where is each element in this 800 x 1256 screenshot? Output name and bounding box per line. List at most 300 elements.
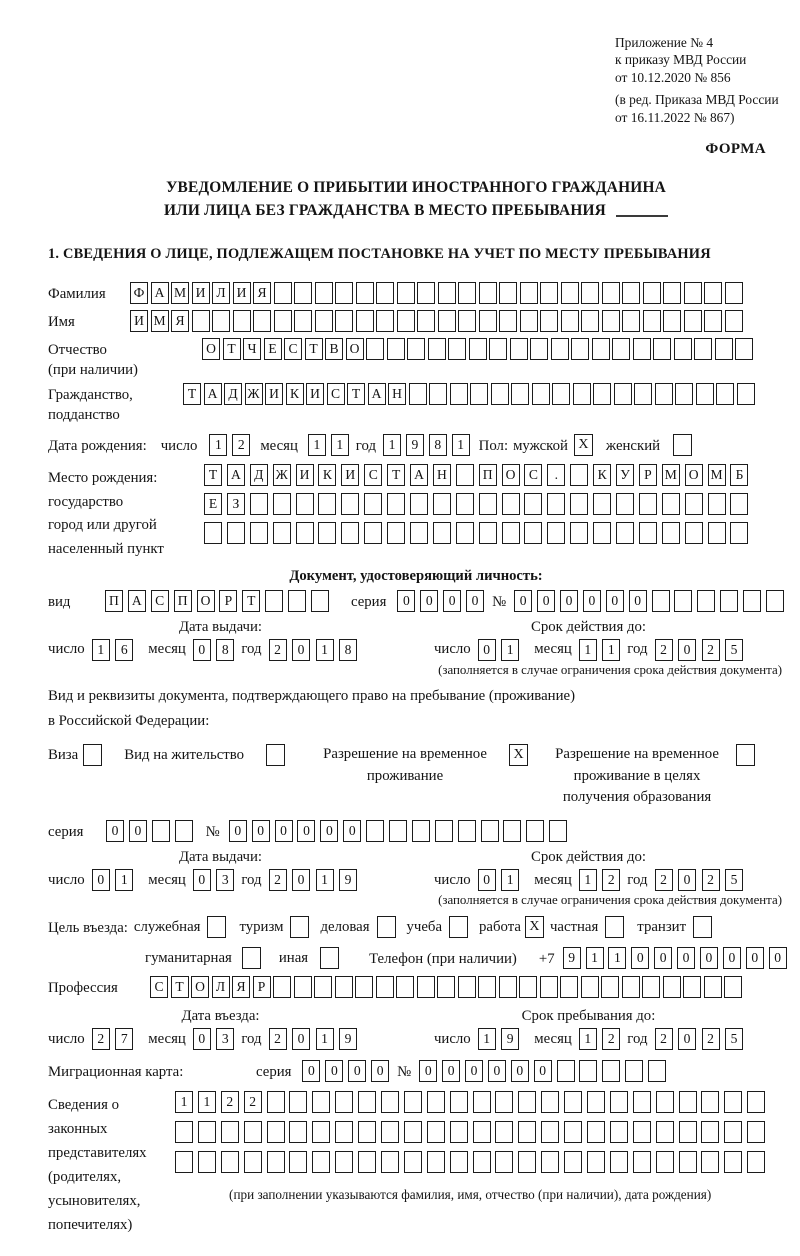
char-cell[interactable]: И: [130, 310, 148, 332]
char-cell[interactable]: [265, 590, 283, 612]
char-cell[interactable]: 0: [443, 590, 461, 612]
char-cell[interactable]: [376, 310, 394, 332]
char-cell[interactable]: 0: [678, 1028, 696, 1050]
char-cell[interactable]: П: [174, 590, 192, 612]
char-cell[interactable]: [518, 1121, 536, 1143]
char-cell[interactable]: 3: [216, 1028, 234, 1050]
char-cell[interactable]: Б: [730, 464, 748, 486]
char-cell[interactable]: [335, 1091, 353, 1113]
char-cell[interactable]: А: [151, 282, 169, 304]
char-cell[interactable]: 0: [302, 1060, 320, 1082]
char-cell[interactable]: [518, 1151, 536, 1173]
char-cell[interactable]: [587, 1151, 605, 1173]
char-cell[interactable]: [450, 1121, 468, 1143]
char-cell[interactable]: [358, 1091, 376, 1113]
char-cell[interactable]: [697, 590, 715, 612]
char-cell[interactable]: О: [191, 976, 209, 998]
char-cell[interactable]: О: [197, 590, 215, 612]
char-cell[interactable]: [612, 338, 630, 360]
char-cell[interactable]: [581, 282, 599, 304]
char-cell[interactable]: [616, 522, 634, 544]
char-cell[interactable]: [397, 282, 415, 304]
purpose-transit-checkbox[interactable]: [693, 916, 712, 938]
char-cell[interactable]: [715, 338, 733, 360]
char-cell[interactable]: [335, 282, 353, 304]
char-cell[interactable]: [294, 310, 312, 332]
char-cell[interactable]: [701, 1091, 719, 1113]
char-cell[interactable]: К: [318, 464, 336, 486]
char-cell[interactable]: [549, 820, 567, 842]
char-cell[interactable]: Р: [639, 464, 657, 486]
char-cell[interactable]: [704, 976, 722, 998]
char-cell[interactable]: 9: [501, 1028, 519, 1050]
char-cell[interactable]: И: [265, 383, 283, 405]
char-cell[interactable]: 0: [397, 590, 415, 612]
char-cell[interactable]: 2: [702, 869, 720, 891]
char-cell[interactable]: [614, 383, 632, 405]
char-cell[interactable]: [656, 1091, 674, 1113]
char-cell[interactable]: [725, 310, 743, 332]
char-cell[interactable]: О: [202, 338, 220, 360]
char-cell[interactable]: [417, 976, 435, 998]
char-cell[interactable]: [456, 522, 474, 544]
char-cell[interactable]: М: [708, 464, 726, 486]
purpose-tourism-checkbox[interactable]: [290, 916, 309, 938]
char-cell[interactable]: [404, 1091, 422, 1113]
char-cell[interactable]: Л: [212, 282, 230, 304]
char-cell[interactable]: [356, 310, 374, 332]
char-cell[interactable]: [633, 1151, 651, 1173]
char-cell[interactable]: 1: [115, 869, 133, 891]
char-cell[interactable]: [495, 1091, 513, 1113]
char-cell[interactable]: [532, 383, 550, 405]
char-cell[interactable]: [404, 1151, 422, 1173]
char-cell[interactable]: [387, 338, 405, 360]
char-cell[interactable]: [433, 493, 451, 515]
char-cell[interactable]: А: [128, 590, 146, 612]
char-cell[interactable]: [274, 310, 292, 332]
char-cell[interactable]: [704, 282, 722, 304]
char-cell[interactable]: [560, 976, 578, 998]
char-cell[interactable]: [314, 976, 332, 998]
char-cell[interactable]: [289, 1091, 307, 1113]
char-cell[interactable]: 0: [677, 947, 695, 969]
char-cell[interactable]: [296, 493, 314, 515]
char-cell[interactable]: [643, 282, 661, 304]
char-cell[interactable]: [198, 1151, 216, 1173]
purpose-work-checkbox[interactable]: X: [525, 916, 544, 938]
char-cell[interactable]: [427, 1091, 445, 1113]
char-cell[interactable]: Т: [242, 590, 260, 612]
char-cell[interactable]: [685, 522, 703, 544]
char-cell[interactable]: [495, 1151, 513, 1173]
char-cell[interactable]: [335, 976, 353, 998]
char-cell[interactable]: [663, 282, 681, 304]
char-cell[interactable]: [704, 310, 722, 332]
char-cell[interactable]: [335, 310, 353, 332]
char-cell[interactable]: [273, 493, 291, 515]
char-cell[interactable]: 0: [534, 1060, 552, 1082]
char-cell[interactable]: [417, 282, 435, 304]
char-cell[interactable]: [427, 1121, 445, 1143]
char-cell[interactable]: [311, 590, 329, 612]
char-cell[interactable]: 0: [478, 639, 496, 661]
char-cell[interactable]: [387, 493, 405, 515]
char-cell[interactable]: [561, 282, 579, 304]
char-cell[interactable]: [288, 590, 306, 612]
char-cell[interactable]: [479, 310, 497, 332]
char-cell[interactable]: 1: [308, 434, 326, 456]
char-cell[interactable]: [511, 383, 529, 405]
char-cell[interactable]: Д: [250, 464, 268, 486]
char-cell[interactable]: [684, 282, 702, 304]
char-cell[interactable]: Т: [223, 338, 241, 360]
char-cell[interactable]: 0: [560, 590, 578, 612]
char-cell[interactable]: [662, 493, 680, 515]
char-cell[interactable]: [473, 1091, 491, 1113]
char-cell[interactable]: К: [593, 464, 611, 486]
char-cell[interactable]: [656, 1121, 674, 1143]
char-cell[interactable]: 1: [316, 639, 334, 661]
char-cell[interactable]: [296, 522, 314, 544]
char-cell[interactable]: [675, 383, 693, 405]
char-cell[interactable]: 1: [579, 869, 597, 891]
char-cell[interactable]: [435, 820, 453, 842]
char-cell[interactable]: [581, 976, 599, 998]
male-checkbox[interactable]: X: [574, 434, 593, 456]
char-cell[interactable]: [450, 1091, 468, 1113]
char-cell[interactable]: [570, 464, 588, 486]
char-cell[interactable]: 2: [269, 1028, 287, 1050]
char-cell[interactable]: [557, 1060, 575, 1082]
char-cell[interactable]: [510, 338, 528, 360]
char-cell[interactable]: [674, 338, 692, 360]
char-cell[interactable]: [341, 493, 359, 515]
purpose-other-checkbox[interactable]: [320, 947, 339, 969]
char-cell[interactable]: Н: [433, 464, 451, 486]
char-cell[interactable]: [412, 820, 430, 842]
char-cell[interactable]: [491, 383, 509, 405]
char-cell[interactable]: [376, 976, 394, 998]
char-cell[interactable]: 1: [316, 1028, 334, 1050]
char-cell[interactable]: 2: [655, 639, 673, 661]
char-cell[interactable]: И: [341, 464, 359, 486]
char-cell[interactable]: 0: [292, 1028, 310, 1050]
char-cell[interactable]: [469, 338, 487, 360]
char-cell[interactable]: [587, 1091, 605, 1113]
char-cell[interactable]: [381, 1091, 399, 1113]
char-cell[interactable]: 0: [465, 1060, 483, 1082]
char-cell[interactable]: [622, 282, 640, 304]
char-cell[interactable]: 8: [339, 639, 357, 661]
char-cell[interactable]: 0: [343, 820, 361, 842]
char-cell[interactable]: [315, 282, 333, 304]
char-cell[interactable]: [730, 493, 748, 515]
char-cell[interactable]: 0: [92, 869, 110, 891]
char-cell[interactable]: [625, 1060, 643, 1082]
char-cell[interactable]: 0: [129, 820, 147, 842]
char-cell[interactable]: [724, 1151, 742, 1173]
char-cell[interactable]: [335, 1121, 353, 1143]
char-cell[interactable]: 0: [442, 1060, 460, 1082]
visa-checkbox[interactable]: [83, 744, 102, 766]
char-cell[interactable]: [438, 310, 456, 332]
char-cell[interactable]: [696, 383, 714, 405]
char-cell[interactable]: [244, 1151, 262, 1173]
char-cell[interactable]: [294, 282, 312, 304]
char-cell[interactable]: [610, 1151, 628, 1173]
char-cell[interactable]: 2: [602, 869, 620, 891]
char-cell[interactable]: 2: [702, 1028, 720, 1050]
char-cell[interactable]: [175, 1121, 193, 1143]
char-cell[interactable]: [404, 1121, 422, 1143]
char-cell[interactable]: [450, 383, 468, 405]
char-cell[interactable]: Т: [204, 464, 222, 486]
char-cell[interactable]: [152, 820, 170, 842]
char-cell[interactable]: У: [616, 464, 634, 486]
char-cell[interactable]: 1: [579, 1028, 597, 1050]
char-cell[interactable]: [701, 1151, 719, 1173]
char-cell[interactable]: 0: [678, 639, 696, 661]
char-cell[interactable]: М: [662, 464, 680, 486]
char-cell[interactable]: [437, 976, 455, 998]
char-cell[interactable]: [427, 1151, 445, 1173]
char-cell[interactable]: [570, 522, 588, 544]
char-cell[interactable]: 0: [723, 947, 741, 969]
char-cell[interactable]: 7: [115, 1028, 133, 1050]
char-cell[interactable]: [366, 338, 384, 360]
purpose-study-checkbox[interactable]: [449, 916, 468, 938]
char-cell[interactable]: И: [306, 383, 324, 405]
char-cell[interactable]: Ч: [243, 338, 261, 360]
char-cell[interactable]: [428, 338, 446, 360]
char-cell[interactable]: А: [368, 383, 386, 405]
char-cell[interactable]: [766, 590, 784, 612]
char-cell[interactable]: [616, 493, 634, 515]
char-cell[interactable]: А: [227, 464, 245, 486]
char-cell[interactable]: 1: [209, 434, 227, 456]
char-cell[interactable]: [244, 1121, 262, 1143]
char-cell[interactable]: [489, 338, 507, 360]
char-cell[interactable]: А: [204, 383, 222, 405]
char-cell[interactable]: 0: [478, 869, 496, 891]
char-cell[interactable]: [547, 522, 565, 544]
char-cell[interactable]: [652, 590, 670, 612]
char-cell[interactable]: К: [286, 383, 304, 405]
char-cell[interactable]: С: [151, 590, 169, 612]
char-cell[interactable]: [364, 522, 382, 544]
char-cell[interactable]: Ж: [245, 383, 263, 405]
char-cell[interactable]: 0: [193, 1028, 211, 1050]
char-cell[interactable]: Т: [347, 383, 365, 405]
char-cell[interactable]: 0: [511, 1060, 529, 1082]
char-cell[interactable]: Н: [388, 383, 406, 405]
char-cell[interactable]: [679, 1091, 697, 1113]
char-cell[interactable]: Л: [212, 976, 230, 998]
char-cell[interactable]: Я: [253, 282, 271, 304]
char-cell[interactable]: [642, 976, 660, 998]
char-cell[interactable]: [499, 310, 517, 332]
char-cell[interactable]: 2: [244, 1091, 262, 1113]
char-cell[interactable]: Т: [305, 338, 323, 360]
char-cell[interactable]: [433, 522, 451, 544]
char-cell[interactable]: [250, 522, 268, 544]
char-cell[interactable]: 1: [478, 1028, 496, 1050]
char-cell[interactable]: [524, 493, 542, 515]
char-cell[interactable]: [694, 338, 712, 360]
char-cell[interactable]: 2: [221, 1091, 239, 1113]
char-cell[interactable]: 1: [501, 639, 519, 661]
char-cell[interactable]: [601, 976, 619, 998]
female-checkbox[interactable]: [673, 434, 692, 456]
char-cell[interactable]: С: [284, 338, 302, 360]
purpose-official-checkbox[interactable]: [207, 916, 226, 938]
char-cell[interactable]: [204, 522, 222, 544]
char-cell[interactable]: 8: [216, 639, 234, 661]
char-cell[interactable]: [592, 338, 610, 360]
char-cell[interactable]: [175, 1151, 193, 1173]
char-cell[interactable]: [364, 493, 382, 515]
char-cell[interactable]: 1: [586, 947, 604, 969]
char-cell[interactable]: [253, 310, 271, 332]
char-cell[interactable]: [456, 464, 474, 486]
char-cell[interactable]: 0: [106, 820, 124, 842]
char-cell[interactable]: [198, 1121, 216, 1143]
char-cell[interactable]: [593, 383, 611, 405]
char-cell[interactable]: [429, 383, 447, 405]
char-cell[interactable]: И: [192, 282, 210, 304]
char-cell[interactable]: [747, 1151, 765, 1173]
char-cell[interactable]: [389, 820, 407, 842]
char-cell[interactable]: [473, 1121, 491, 1143]
char-cell[interactable]: [221, 1151, 239, 1173]
char-cell[interactable]: 0: [252, 820, 270, 842]
char-cell[interactable]: .: [547, 464, 565, 486]
purpose-humanitarian-checkbox[interactable]: [242, 947, 261, 969]
char-cell[interactable]: [547, 493, 565, 515]
char-cell[interactable]: [643, 310, 661, 332]
char-cell[interactable]: 0: [419, 1060, 437, 1082]
char-cell[interactable]: [479, 522, 497, 544]
char-cell[interactable]: [571, 338, 589, 360]
temp-residence-permit-checkbox[interactable]: X: [509, 744, 528, 766]
char-cell[interactable]: 0: [348, 1060, 366, 1082]
char-cell[interactable]: [458, 976, 476, 998]
char-cell[interactable]: 2: [602, 1028, 620, 1050]
char-cell[interactable]: [267, 1151, 285, 1173]
edu-residence-permit-checkbox[interactable]: [736, 744, 755, 766]
char-cell[interactable]: [579, 1060, 597, 1082]
char-cell[interactable]: Ф: [130, 282, 148, 304]
char-cell[interactable]: 1: [501, 869, 519, 891]
char-cell[interactable]: С: [524, 464, 542, 486]
char-cell[interactable]: Е: [204, 493, 222, 515]
char-cell[interactable]: 0: [514, 590, 532, 612]
char-cell[interactable]: [633, 1091, 651, 1113]
char-cell[interactable]: 9: [406, 434, 424, 456]
char-cell[interactable]: [610, 1121, 628, 1143]
char-cell[interactable]: 2: [655, 1028, 673, 1050]
char-cell[interactable]: [747, 1121, 765, 1143]
char-cell[interactable]: 2: [92, 1028, 110, 1050]
char-cell[interactable]: [273, 522, 291, 544]
char-cell[interactable]: [479, 493, 497, 515]
char-cell[interactable]: 0: [488, 1060, 506, 1082]
char-cell[interactable]: [634, 383, 652, 405]
char-cell[interactable]: [267, 1121, 285, 1143]
char-cell[interactable]: [407, 338, 425, 360]
char-cell[interactable]: 0: [769, 947, 787, 969]
char-cell[interactable]: С: [150, 976, 168, 998]
char-cell[interactable]: 1: [175, 1091, 193, 1113]
char-cell[interactable]: 0: [275, 820, 293, 842]
char-cell[interactable]: [552, 383, 570, 405]
char-cell[interactable]: [564, 1121, 582, 1143]
char-cell[interactable]: [685, 493, 703, 515]
char-cell[interactable]: 1: [92, 639, 110, 661]
char-cell[interactable]: 9: [563, 947, 581, 969]
char-cell[interactable]: [221, 1121, 239, 1143]
char-cell[interactable]: [289, 1121, 307, 1143]
char-cell[interactable]: [540, 282, 558, 304]
char-cell[interactable]: [716, 383, 734, 405]
char-cell[interactable]: 1: [602, 639, 620, 661]
char-cell[interactable]: [479, 282, 497, 304]
purpose-private-checkbox[interactable]: [605, 916, 624, 938]
char-cell[interactable]: [737, 383, 755, 405]
char-cell[interactable]: [730, 522, 748, 544]
char-cell[interactable]: [458, 310, 476, 332]
char-cell[interactable]: [458, 282, 476, 304]
char-cell[interactable]: [355, 976, 373, 998]
char-cell[interactable]: [540, 310, 558, 332]
char-cell[interactable]: [315, 310, 333, 332]
char-cell[interactable]: [335, 1151, 353, 1173]
char-cell[interactable]: [540, 976, 558, 998]
char-cell[interactable]: Т: [171, 976, 189, 998]
char-cell[interactable]: [633, 1121, 651, 1143]
char-cell[interactable]: [381, 1121, 399, 1143]
char-cell[interactable]: [341, 522, 359, 544]
char-cell[interactable]: 8: [429, 434, 447, 456]
char-cell[interactable]: 0: [292, 639, 310, 661]
char-cell[interactable]: [708, 493, 726, 515]
char-cell[interactable]: [233, 310, 251, 332]
char-cell[interactable]: [502, 522, 520, 544]
char-cell[interactable]: [530, 338, 548, 360]
char-cell[interactable]: 0: [297, 820, 315, 842]
char-cell[interactable]: [227, 522, 245, 544]
char-cell[interactable]: [701, 1121, 719, 1143]
char-cell[interactable]: Д: [224, 383, 242, 405]
char-cell[interactable]: [593, 493, 611, 515]
char-cell[interactable]: [683, 976, 701, 998]
char-cell[interactable]: 5: [725, 1028, 743, 1050]
char-cell[interactable]: [622, 310, 640, 332]
char-cell[interactable]: [684, 310, 702, 332]
char-cell[interactable]: [587, 1121, 605, 1143]
char-cell[interactable]: [417, 310, 435, 332]
char-cell[interactable]: 0: [193, 869, 211, 891]
char-cell[interactable]: 3: [216, 869, 234, 891]
char-cell[interactable]: [274, 282, 292, 304]
char-cell[interactable]: О: [502, 464, 520, 486]
char-cell[interactable]: 0: [629, 590, 647, 612]
residence-permit-checkbox[interactable]: [266, 744, 285, 766]
char-cell[interactable]: [724, 1121, 742, 1143]
char-cell[interactable]: [495, 1121, 513, 1143]
char-cell[interactable]: [387, 522, 405, 544]
